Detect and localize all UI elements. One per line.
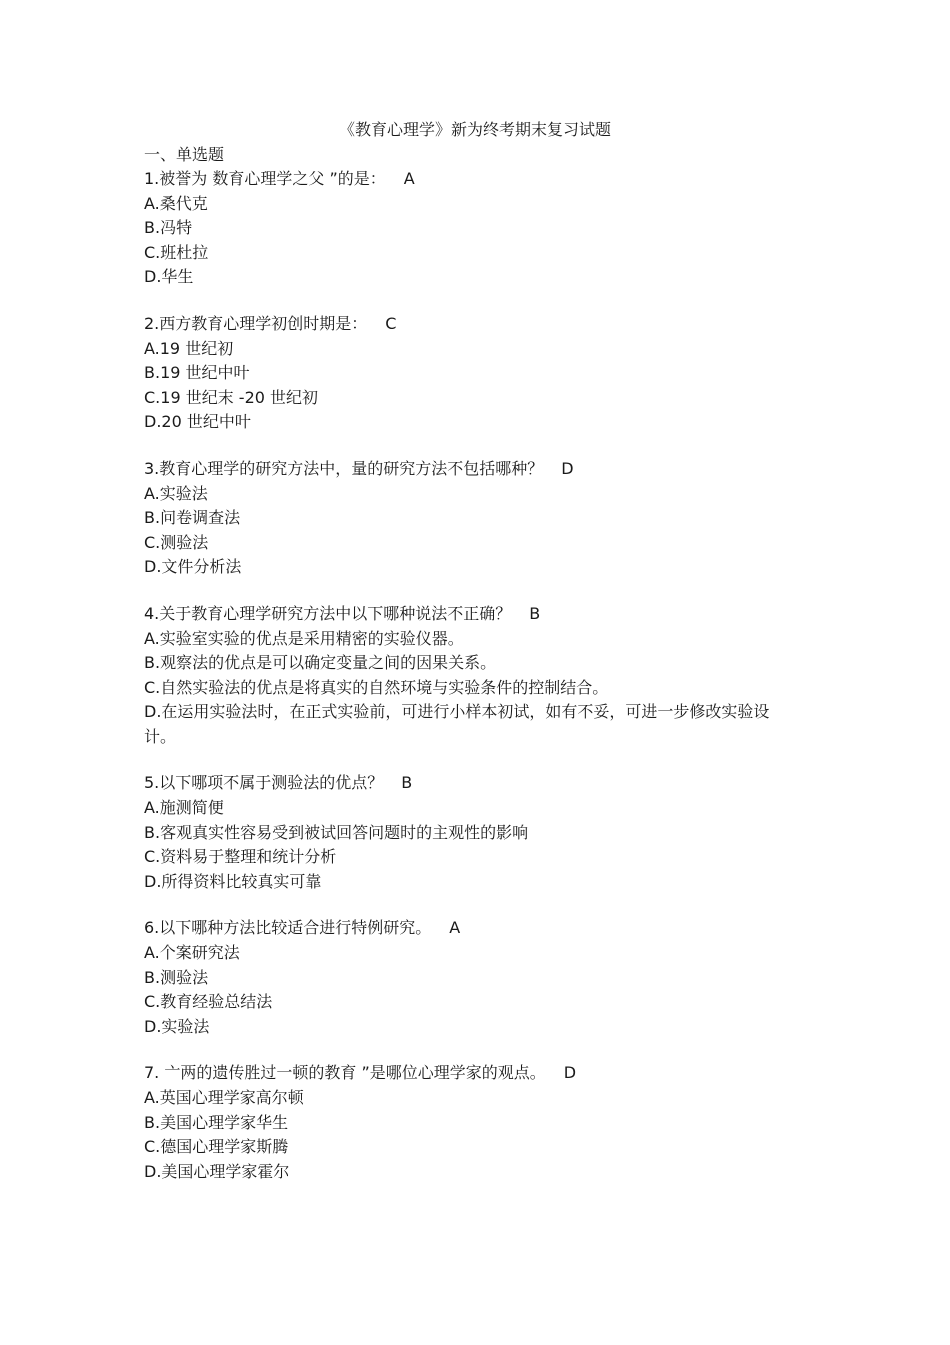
option: B.19 世纪中叶 <box>144 363 250 383</box>
option: C.资料易于整理和统计分析 <box>144 847 337 867</box>
option: B.美国心理学家华生 <box>144 1112 289 1132</box>
question-answer: C <box>385 313 397 333</box>
option: B.观察法的优点是可以确定变量之间的因果关系。 <box>144 653 497 673</box>
question-stem <box>144 916 784 941</box>
question-stem <box>144 312 784 337</box>
option: D.华生 <box>144 267 194 287</box>
question-7 <box>144 1061 784 1184</box>
question-5 <box>144 771 784 894</box>
document-title: 《教育心理学》新为终考期末复习试题 <box>338 120 611 139</box>
option: A.19 世纪初 <box>144 338 234 358</box>
option: B.问卷调查法 <box>144 508 241 528</box>
question-stem <box>144 602 784 627</box>
question-stem <box>144 1061 784 1086</box>
document-content <box>144 143 784 1184</box>
question-6 <box>144 916 784 1039</box>
question-answer: B <box>401 773 413 793</box>
option: D.实验法 <box>144 1016 210 1036</box>
question-4 <box>144 602 784 750</box>
option: B.客观真实性容易受到被试回答问题时的主观性的影响 <box>144 822 529 842</box>
option: D.20 世纪中叶 <box>144 412 251 432</box>
option: D.文件分析法 <box>144 557 242 577</box>
option: C.自然实验法的优点是将真实的自然环境与实验条件的控制结合。 <box>144 677 609 697</box>
option: A.施测简便 <box>144 798 224 818</box>
question-stem <box>144 771 784 796</box>
option: D.美国心理学家霍尔 <box>144 1161 290 1181</box>
option: D.所得资料比较真实可靠 <box>144 871 322 891</box>
question-stem <box>144 167 784 192</box>
option: A.桑代克 <box>144 193 208 213</box>
option: A.实验法 <box>144 483 208 503</box>
option: C.19 世纪末 -20 世纪初 <box>144 387 319 407</box>
option: C.德国心理学家斯腾 <box>144 1137 289 1157</box>
question-answer: D <box>561 458 574 478</box>
question-answer: A <box>449 918 461 938</box>
question-text: 1.被誉为 数育心理学之父 ”的是： <box>144 169 386 188</box>
option: C.测验法 <box>144 532 209 552</box>
option: B.测验法 <box>144 967 209 987</box>
option: A.实验室实验的优点是采用精密的实验仪器。 <box>144 628 464 648</box>
option: A.英国心理学家高尔顿 <box>144 1088 304 1107</box>
question-text: 6.以下哪种方法比较适合进行特例研究。 <box>144 918 432 938</box>
section-heading: 一、单选题 <box>144 145 225 164</box>
question-stem <box>144 457 784 482</box>
question-1 <box>144 167 784 290</box>
question-text: 4.关于教育心理学研究方法中以下哪种说法不正确？ <box>144 603 512 623</box>
question-answer: B <box>529 603 541 623</box>
question-text: 5.以下哪项不属于测验法的优点？ <box>144 773 384 793</box>
question-text: 2.西方教育心理学初创时期是： <box>144 313 368 333</box>
question-text: 3.教育心理学的研究方法中，量的研究方法不包括哪种？ <box>144 458 544 478</box>
question-2 <box>144 312 784 435</box>
option: B.冯特 <box>144 218 193 238</box>
question-answer: D <box>563 1063 577 1083</box>
question-answer: A <box>403 169 415 188</box>
option: C.教育经验总结法 <box>144 992 273 1012</box>
question-3 <box>144 457 784 580</box>
option: D.在运用实验法时，在正式实验前，可进行小样本初试，如有不妥，可进一步修改实验设计。 <box>144 702 770 746</box>
option: A.个案研究法 <box>144 943 240 963</box>
option: C.班杜拉 <box>144 242 209 262</box>
question-text: 7. 亠两的遗传胜过一顿的教育 ”是哪位心理学家的观点。 <box>144 1063 546 1083</box>
